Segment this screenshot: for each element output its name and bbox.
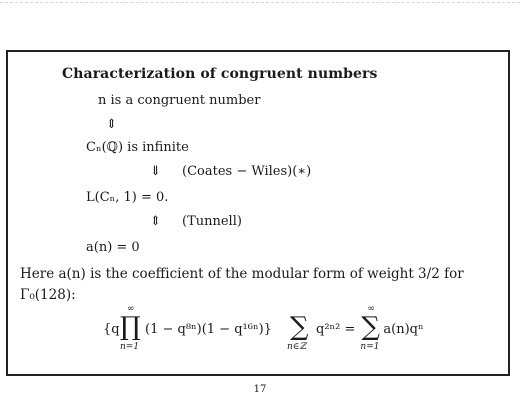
slide-title: Characterization of congruent numbers (62, 66, 378, 82)
statement-infinite: Cₙ(ℚ) is infinite (86, 140, 189, 155)
product-lower-limit: n=1 (120, 342, 140, 352)
sum-1-lower-limit: n∈ℤ (287, 342, 307, 352)
equivalence-arrow-1: ⇕ (106, 117, 117, 132)
product-upper-limit: ∞ (127, 304, 135, 314)
page-number: 17 (253, 384, 267, 395)
statement-congruent: n is a congruent number (98, 93, 261, 108)
product-symbol: ∏ (120, 312, 141, 342)
implication-arrow: ⇓ (150, 164, 161, 179)
equivalence-arrow-2: ⇕ (150, 214, 161, 229)
sum-1-body: q²ⁿ² = (316, 322, 356, 337)
sum-symbol-1: ∑ (290, 312, 309, 342)
sum-symbol-2: ∑ (361, 312, 380, 342)
top-border-line (0, 2, 520, 3)
statement-coefficient: a(n) = 0 (86, 240, 140, 255)
explanation-paragraph: Here a(n) is the coefficient of the modular form of weight 3/2 for Γ₀(128): (20, 266, 464, 303)
sum-2-body: a(n)qⁿ (383, 322, 424, 337)
sum-2-upper-limit: ∞ (367, 304, 375, 314)
coates-wiles-label: (Coates − Wiles)(∗) (182, 164, 312, 179)
sum-2-lower-limit: n=1 (360, 342, 380, 352)
product-prefix: {q (103, 322, 120, 337)
tunnell-label: (Tunnell) (182, 214, 242, 229)
statement-l-function: L(Cₙ, 1) = 0. (86, 190, 169, 205)
product-body: (1 − q⁸ⁿ)(1 − q¹⁶ⁿ)} (145, 322, 272, 337)
